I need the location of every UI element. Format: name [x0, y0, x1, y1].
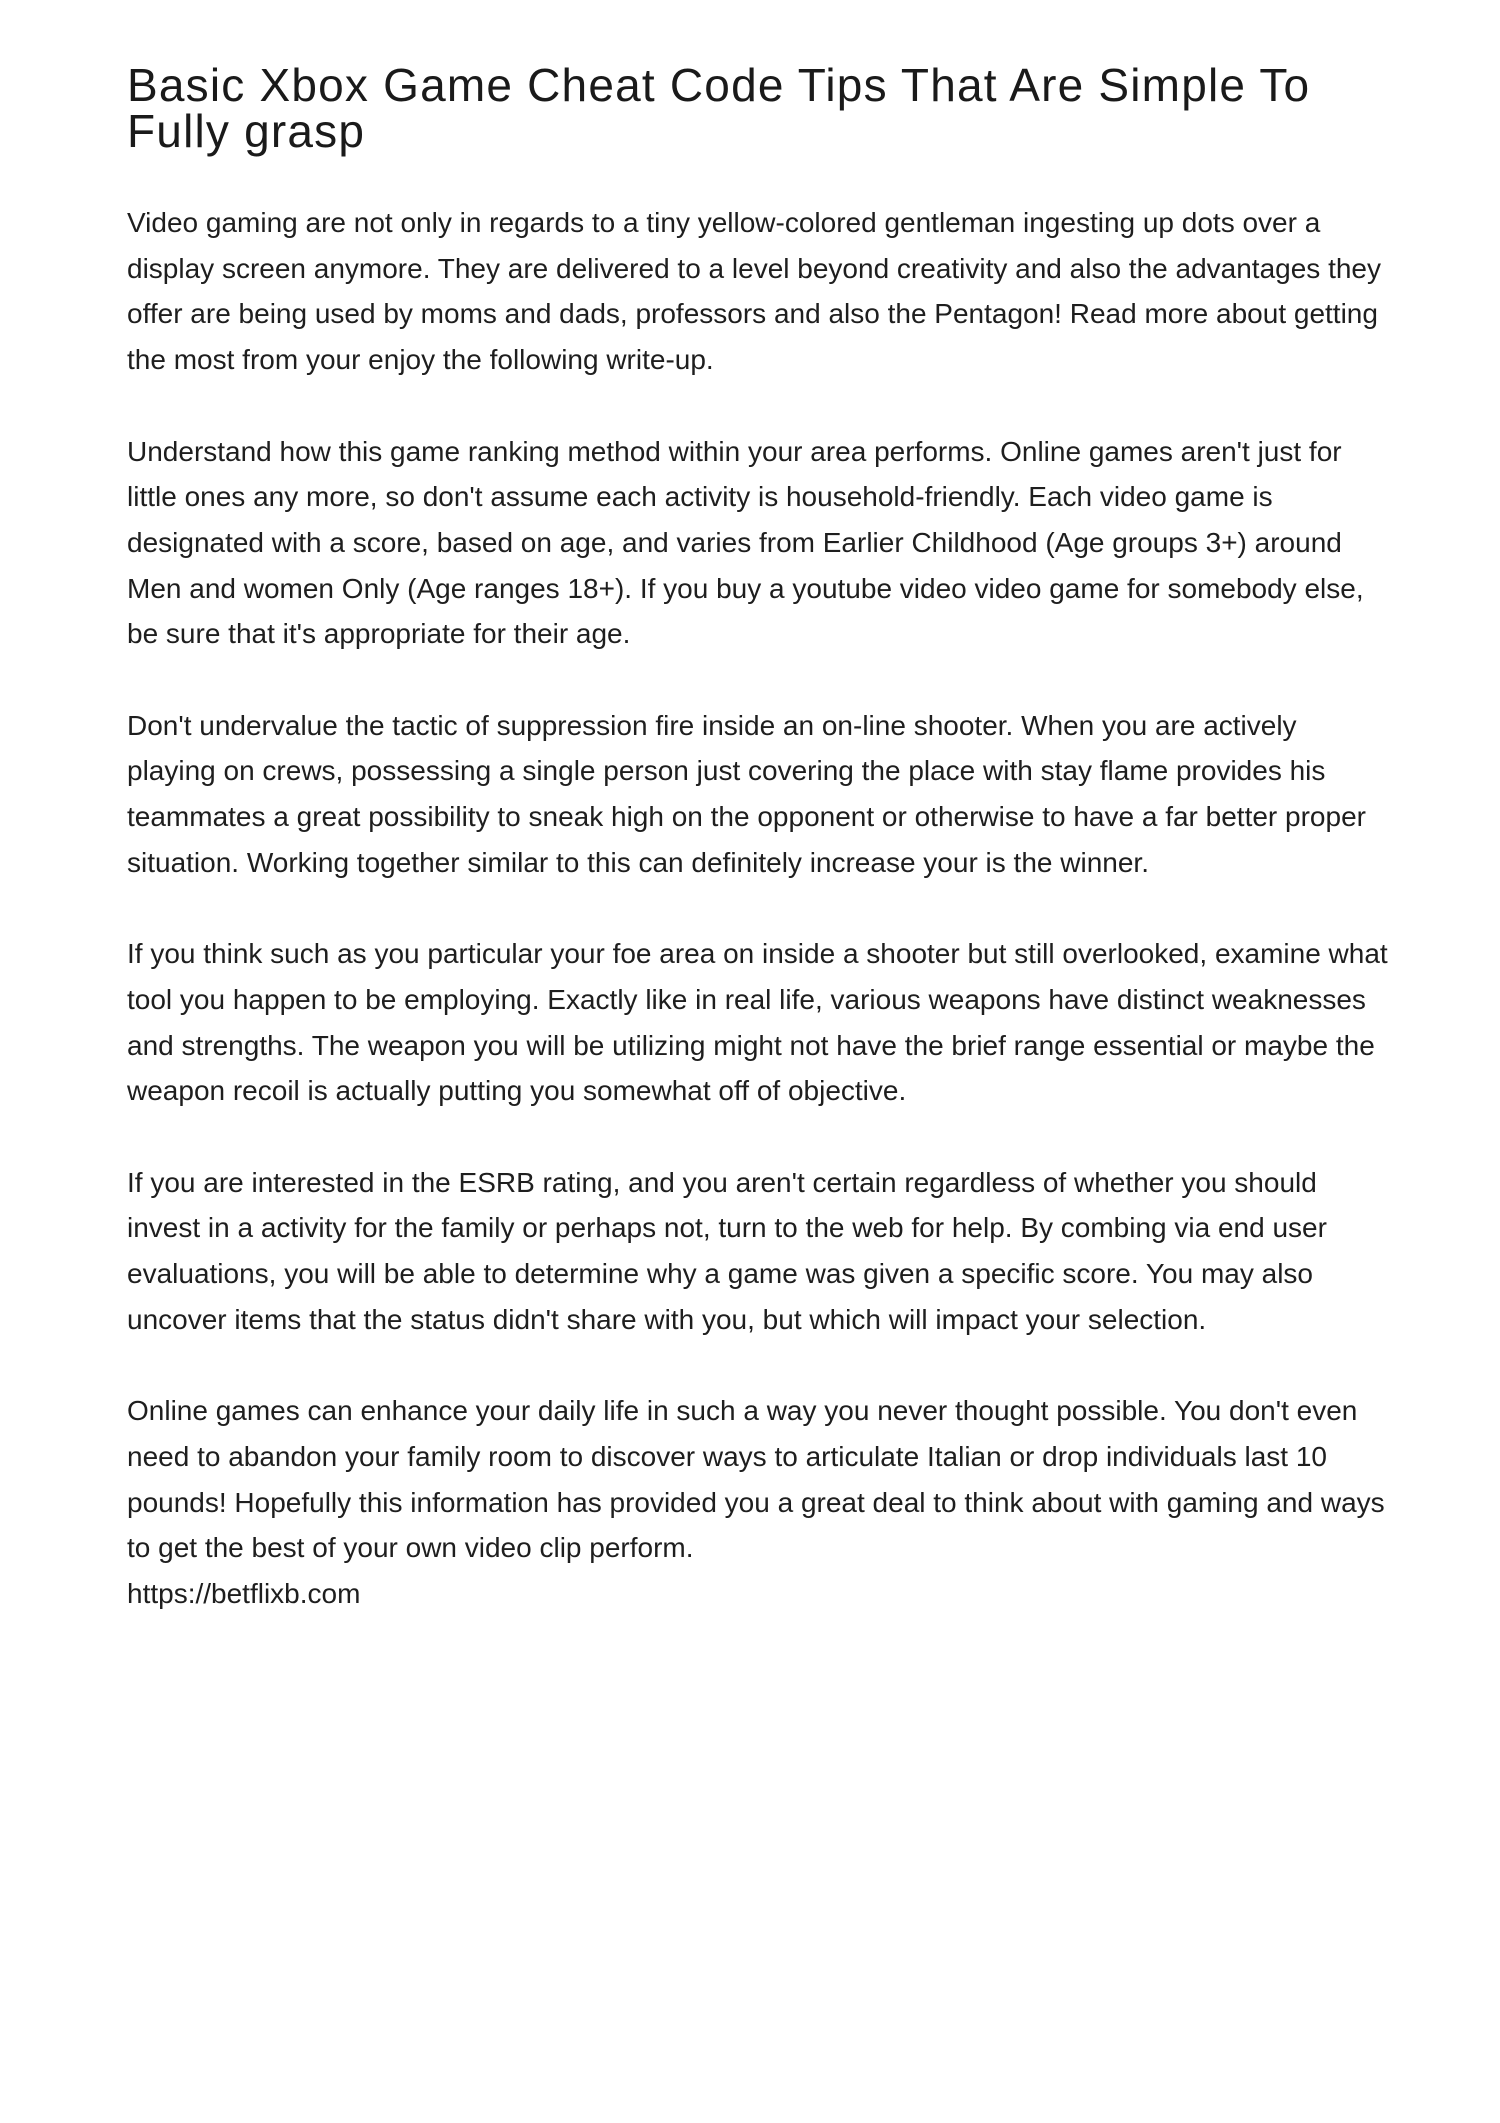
paragraph-intro: Video gaming are not only in regards to a tiny yellow-colored gentleman ingesting up dots over a display screen anymore. They are delivered to a level beyond creativity and also the advantages they offer are being used by moms and dads, professors and also the Pentagon! Read more about getting the most from your enjoy the following write-up. — [127, 207, 1381, 376]
page-title: Basic Xbox Game Cheat Code Tips That Are Simple To Fully grasp — [127, 59, 1311, 157]
paragraph-suppression-fire: Don't undervalue the tactic of suppression fire inside an on-line shooter. When you are actively playing on crews, possessing a single person just covering the place with stay flame provides his teammates a great possibility to sneak high on the opponent or otherwise to have a far better proper situation. Working together similar to this can definitely increase your is the winner. — [127, 709, 1366, 878]
paragraph-conclusion: Online games can enhance your daily life in such a way you never thought possible. You don't even need to abandon your family room to discover ways to articulate Italian or drop individuals last 10 pounds! Hopefully this information has provided you a great deal to think about with gaming and ways to get the best of your own video clip perform. — [127, 1395, 1385, 1564]
paragraph-weapon-choice: If you think such as you particular your foe area on inside a shooter but still overlooked, examine what tool you happen to be employing. Exactly like in real life, various weapons have distinct weaknesses and strengths. The weapon you will be utilizing might not have the brief range essential or maybe the weapon recoil is actually putting you somewhat off of objective. — [127, 938, 1388, 1107]
paragraph-rating-method: Understand how this game ranking method within your area performs. Online games aren't just for little ones any more, so don't assume each activity is household-friendly. Each video game is designated with a score, based on age, and varies from Earlier Childhood (Age groups 3+) around Men and women Only (Age ranges 18+). If you buy a youtube video video game for somebody else, be sure that it's appropriate for their age. — [127, 435, 1364, 650]
source-link[interactable]: https://betflixb.com — [127, 1578, 361, 1610]
paragraph-esrb-rating: If you are interested in the ESRB rating, and you aren't certain regardless of whether you should invest in a activity for the family or perhaps not, turn to the web for help. By combing via end user evaluations, you will be able to determine why a game was given a specific score. You may also uncover items that the status didn't share with you, but which will impact your selection. — [127, 1166, 1327, 1335]
document-page — [127, 59, 1389, 1617]
